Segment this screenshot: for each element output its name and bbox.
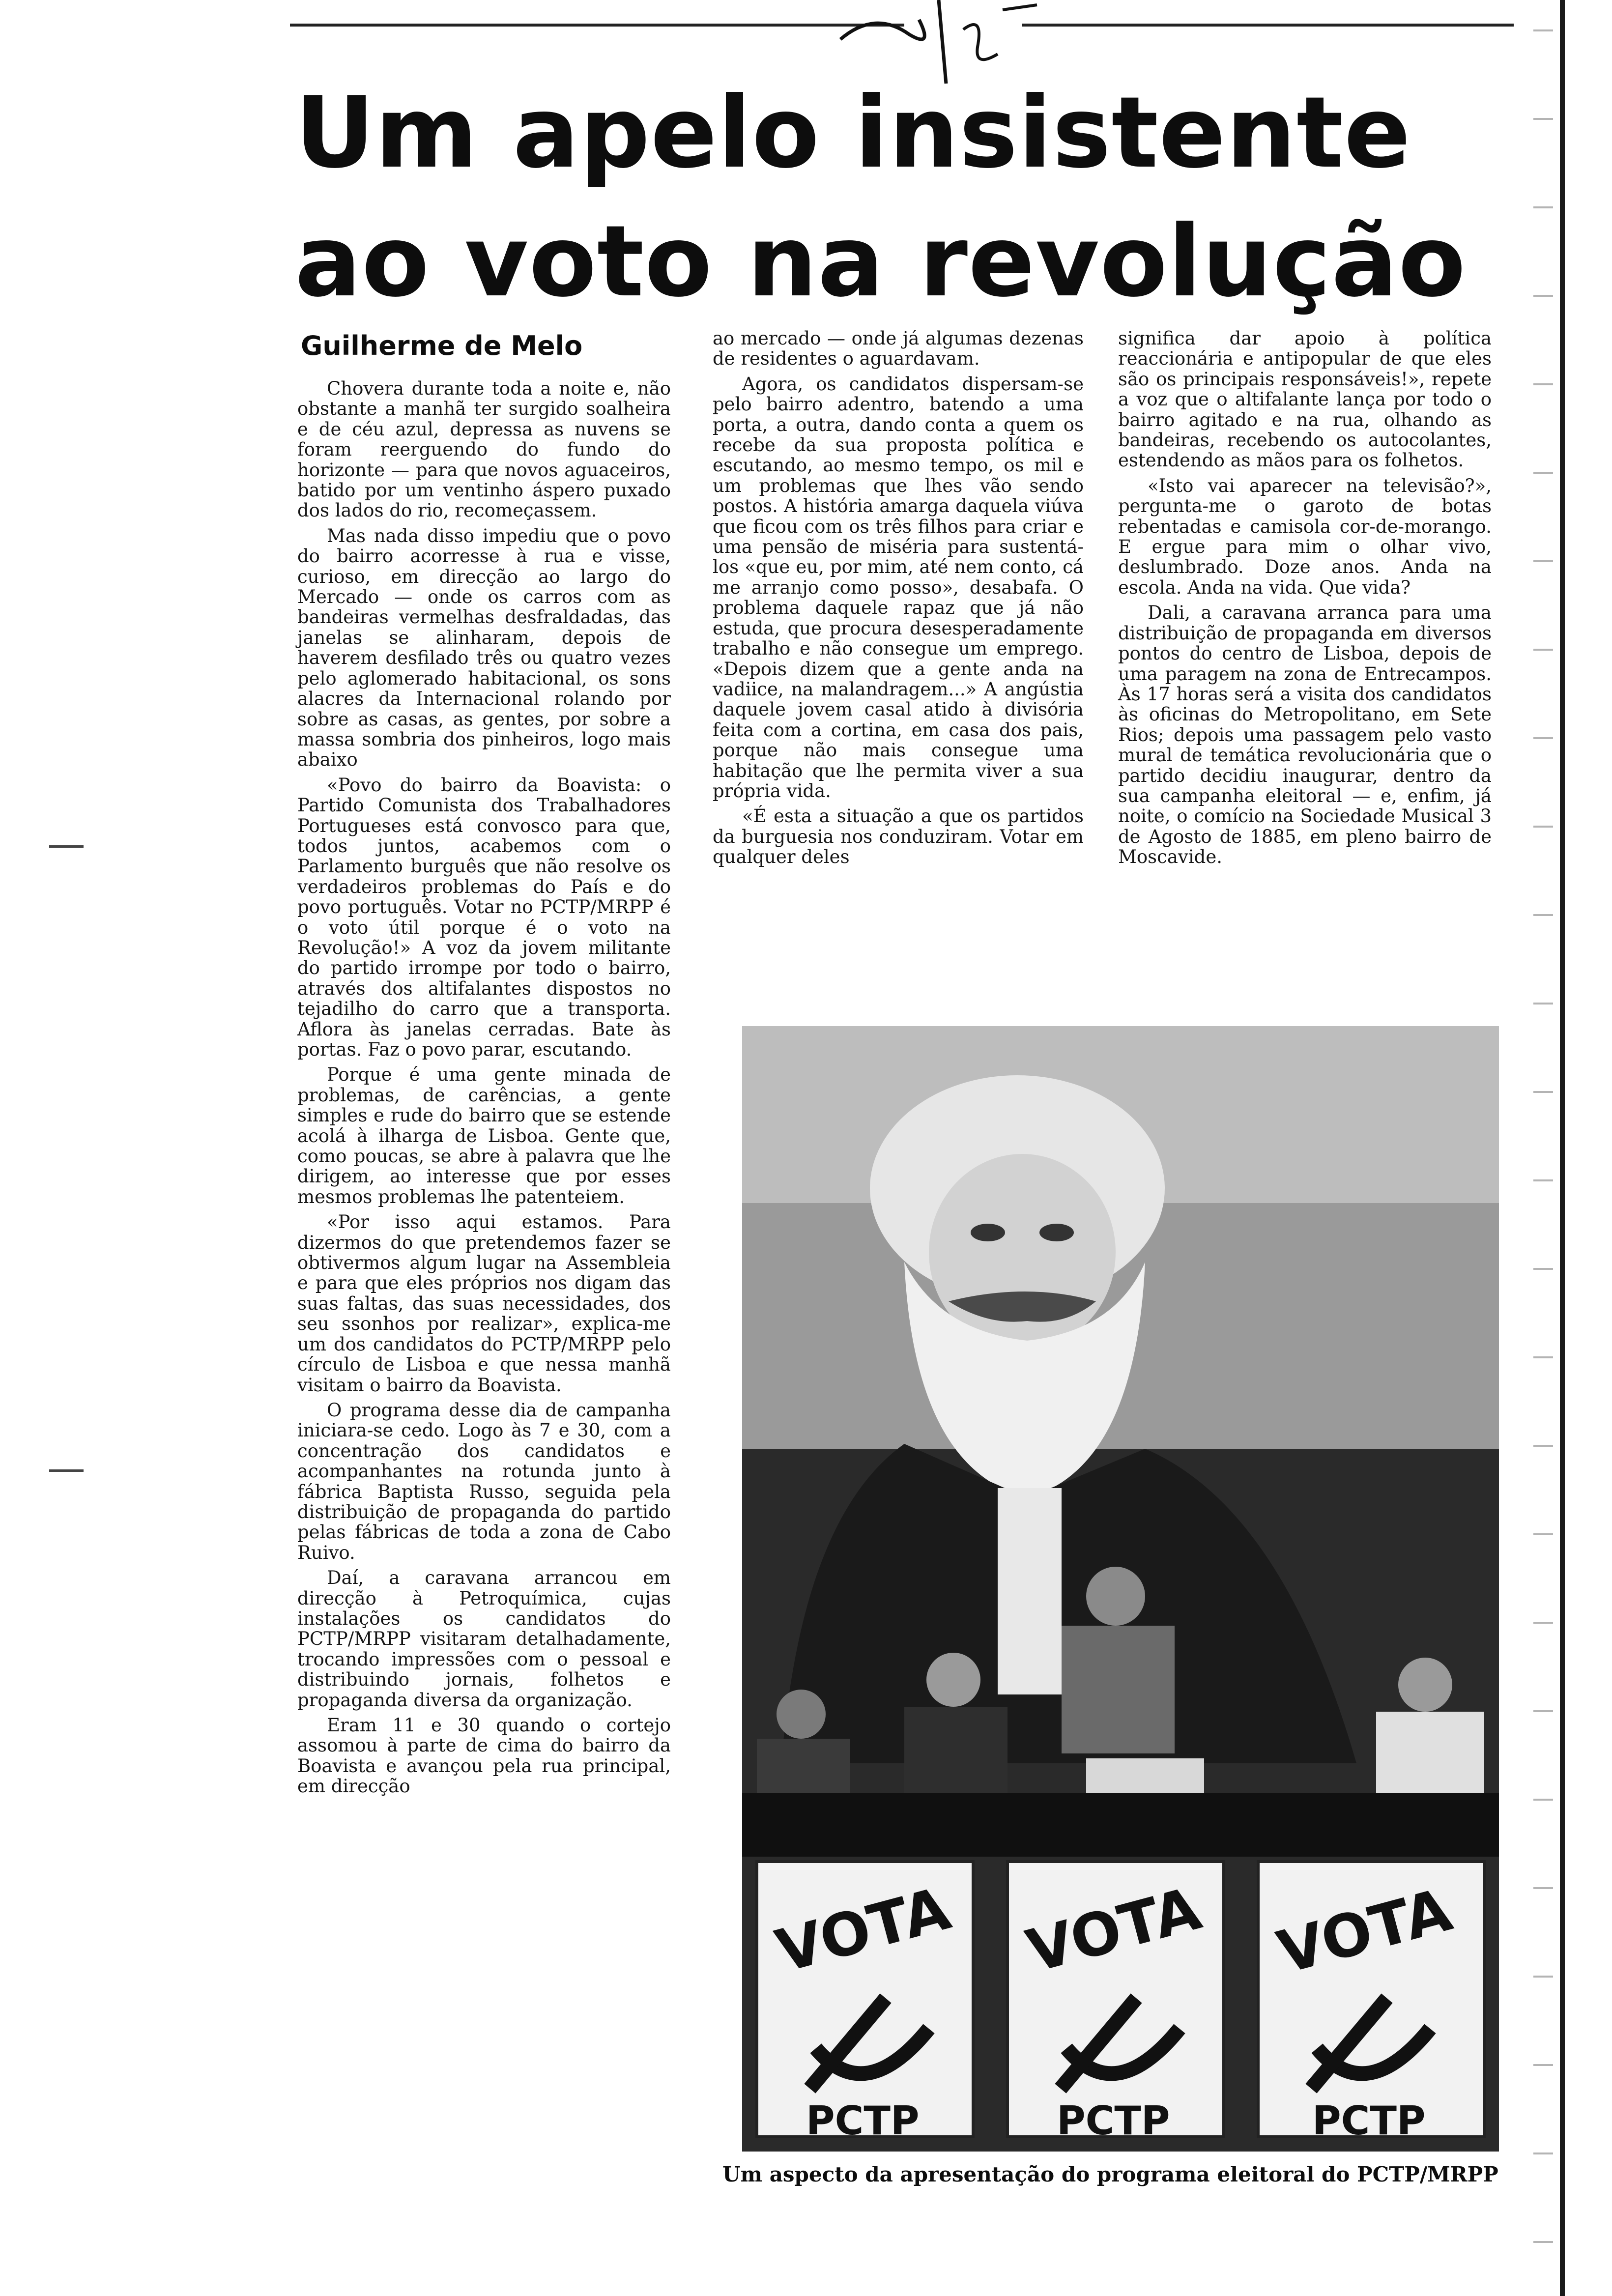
top-rule xyxy=(1022,24,1514,27)
article-column-3 xyxy=(1118,328,1492,872)
scan-edge xyxy=(1560,0,1565,2296)
paragraph: Agora, os candidatos dispersam-se pelo bairro adentro, batendo a uma porta, a outra, dando conta a quem os recebe da sua proposta política e escutando, ao mesmo tempo, os mil e um problemas que lhes vão sendo postos. A história amarga daquela viúva que ficou com os três filhos para criar e uma pensão de miséria para sustentá-los «que eu, por mim, até nem conto, cá me arranjo como posso», desabafa. O problema daquele rapaz que já não estuda, que procura desesperadamente trabalho e não consegue um emprego. «Depois dizem que a gente anda na vadiice, na malandragem...» A angústia daquele jovem casal atido à divisória feita com a cortina, em casa dos pais, porque não mais consegue uma habitação que lhe permita viver a sua própria vida. xyxy=(713,373,1084,802)
headline-line-1: Um apelo insistente xyxy=(295,76,1411,190)
headline xyxy=(295,69,1474,326)
margin-tick xyxy=(49,845,84,848)
headline-line-2: ao voto na revolução xyxy=(295,204,1467,319)
paragraph: significa dar apoio à política reaccionária e antipopular de que eles são os principais responsáveis!», repete a voz que o altifalante lança por todo o bairro agitado e na rua, olhando as bandeiras, recebendo os autocolantes, estendendo as mãos para os folhetos. xyxy=(1118,328,1492,471)
article-photo xyxy=(742,1026,1499,2152)
paragraph: Daí, a caravana arrancou em direcção à Petroquímica, cujas instalações os candidatos do PCTP/MRPP visitaram detalhadamente, trocando impressões com o pessoal e distribuindo jornais, folhetos e propaganda diversa da organização. xyxy=(297,1567,671,1711)
paragraph: Dali, a caravana arranca para uma distribuição de propaganda em diversos pontos do centro de Lisboa, depois de uma paragem na zona de Entrecampos. Às 17 horas será a visita dos candidatos às oficinas do Metropolitano, em Sete Rios; depois uma passagem pelo vasto mural de temática revolucionária que o partido decidiu inaugurar, dentro da sua campanha eleitoral — e, enfim, já noite, o comício na Sociedade Musical 3 de Agosto de 1885, em pleno bairro de Moscavide. xyxy=(1118,602,1492,868)
article-column-1 xyxy=(297,378,671,1802)
poster-text: VOTA xyxy=(1020,1874,1208,1986)
paragraph: Porque é uma gente minada de problemas, de carências, a gente simples e rude do bairro que se estende acolá à ilharga de Lisboa. Gente que, como poucas, se abre à palavra que lhe dirigem, ao interesse que por esses mesmos problemas lhe patenteiem. xyxy=(297,1064,671,1207)
photo-caption: Um aspecto da apresentação do programa eleitoral do PCTP/MRPP xyxy=(722,2162,1498,2186)
vota-poster-2 xyxy=(1008,1862,1224,2144)
paragraph: Chovera durante toda a noite e, não obstante a manhã ter surgido soalheira e de céu azul, depressa as nuvens se foram reerguendo do fundo do horizonte — para que novos aguaceiros, batido por um ventinho áspero puxado dos lados do rio, recomeçassem. xyxy=(297,378,671,521)
scan-edge-dots xyxy=(1533,0,1553,2296)
poster-text: VOTA xyxy=(1270,1876,1459,1988)
vota-poster-3 xyxy=(1258,1862,1484,2144)
paragraph: «É esta a situação a que os partidos da burguesia nos conduziram. Votar em qualquer deles xyxy=(713,805,1084,868)
margin-tick xyxy=(49,1469,84,1472)
top-rule xyxy=(290,24,904,27)
article-column-2 xyxy=(713,328,1084,872)
photo-illustration xyxy=(742,1026,1499,2152)
byline: Guilherme de Melo xyxy=(301,330,583,361)
paragraph: «Povo do bairro da Boavista: o Partido Comunista dos Trabalhadores Portugueses está convosco para que, todos juntos, acabemos com o Parlamento burguês que não resolve os verdadeiros problemas do País e do povo português. Votar no PCTP/MRPP é o voto útil porque é o voto na Revolução!» A voz da jovem militante do partido irrompe por todo o bairro, através dos altifalantes dispostos no tejadilho do carro que a transporta. Aflora às janelas cerradas. Bate às portas. Faz o povo parar, escutando. xyxy=(297,774,671,1060)
poster-text: VOTA xyxy=(769,1874,957,1986)
poster-party: PCTP xyxy=(806,2098,920,2144)
paragraph: «Isto vai aparecer na televisão?», pergunta-me o garoto de botas rebentadas e camisola cor-de-morango. E ergue para mim o olhar vivo, deslumbrado. Doze anos. Anda na escola. Anda na vida. Que vida? xyxy=(1118,475,1492,598)
poster-party: PCTP xyxy=(1312,2098,1426,2144)
paragraph: Eram 11 e 30 quando o cortejo assomou à parte de cima do bairro da Boavista e avançou pela rua principal, em direcção xyxy=(297,1715,671,1797)
paragraph: «Por isso aqui estamos. Para dizermos do que pretendemos fazer se obtivermos algum lugar na Assembleia e para que eles próprios nos digam das suas faltas, das suas necessidades, dos seu ssonhos por realizar», explica-me um dos candidatos do PCTP/MRPP pelo círculo de Lisboa e que nessa manhã visitam o bairro da Boavista. xyxy=(297,1211,671,1396)
paragraph: O programa desse dia de campanha iniciara-se cedo. Logo às 7 e 30, com a concentração dos candidatos e acompanhantes na rotunda junto à fábrica Baptista Russo, seguida pela distribuição de propaganda do partido pelas fábricas de toda a zona de Cabo Ruivo. xyxy=(297,1399,671,1563)
vota-poster-1 xyxy=(757,1862,973,2144)
poster-party: PCTP xyxy=(1057,2098,1170,2144)
paragraph: ao mercado — onde já algumas dezenas de residentes o aguardavam. xyxy=(713,328,1084,370)
paragraph: Mas nada disso impediu que o povo do bairro acorresse à rua e visse, curioso, em direcção ao largo do Mercado — onde os carros com as bandeiras vermelhas desfraldadas, das janelas se alinharam, depois de haverem desfilado três ou quatro vezes pelo aglomerado habitacional, os sons alacres da Internacional rolando por sobre as casas, as gentes, por sobre a massa sombria dos pinheiros, logo mais abaixo xyxy=(297,525,671,771)
